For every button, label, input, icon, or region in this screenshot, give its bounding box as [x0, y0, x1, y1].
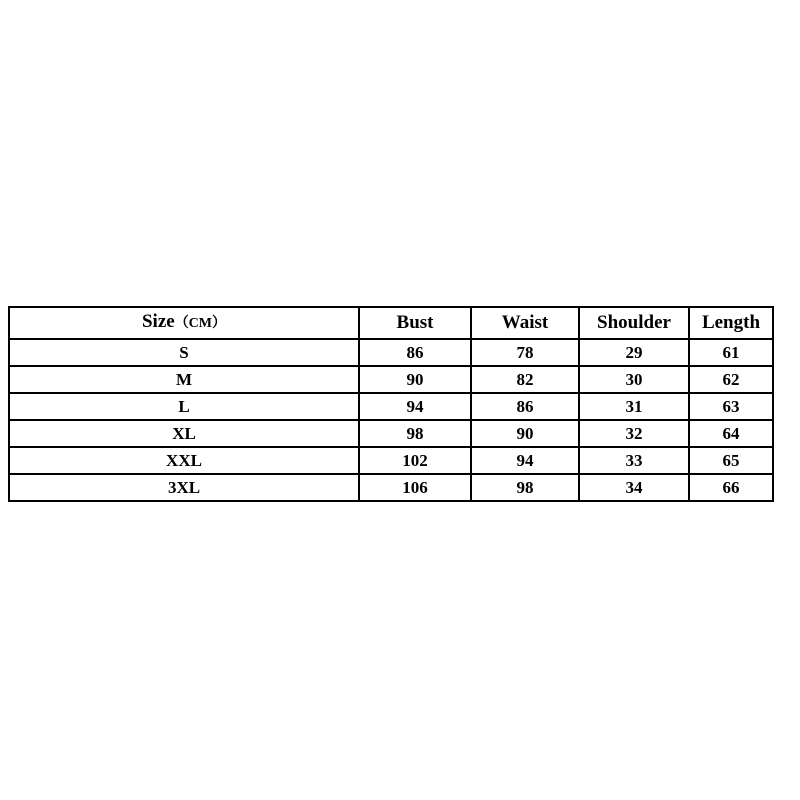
cell-length: 62: [689, 366, 773, 393]
cell-shoulder: 30: [579, 366, 689, 393]
cell-size: XXL: [9, 447, 359, 474]
table-row: [9, 420, 773, 447]
cell-waist: 86: [471, 393, 579, 420]
cell-bust: 94: [359, 393, 471, 420]
cell-shoulder: 31: [579, 393, 689, 420]
table-row: [9, 447, 773, 474]
cell-size: M: [9, 366, 359, 393]
cell-shoulder: 29: [579, 339, 689, 366]
table-row: [9, 393, 773, 420]
cell-bust: 98: [359, 420, 471, 447]
cell-shoulder: 33: [579, 447, 689, 474]
cell-length: 66: [689, 474, 773, 501]
size-chart-table: [8, 306, 774, 502]
column-header-length: Length: [689, 307, 773, 339]
cell-bust: 102: [359, 447, 471, 474]
cell-bust: 90: [359, 366, 471, 393]
column-header-shoulder: Shoulder: [579, 307, 689, 339]
cell-length: 61: [689, 339, 773, 366]
column-header-waist: Waist: [471, 307, 579, 339]
size-chart: [8, 306, 772, 502]
table-header-row: [9, 307, 773, 339]
column-header-size-unit: （CM）: [174, 316, 227, 331]
table-row: [9, 339, 773, 366]
cell-waist: 94: [471, 447, 579, 474]
cell-bust: 106: [359, 474, 471, 501]
column-header-size-text: Size: [141, 311, 175, 332]
table-row: [9, 366, 773, 393]
cell-waist: 82: [471, 366, 579, 393]
cell-size: XL: [9, 420, 359, 447]
cell-length: 63: [689, 393, 773, 420]
cell-shoulder: 32: [579, 420, 689, 447]
cell-shoulder: 34: [579, 474, 689, 501]
cell-waist: 90: [471, 420, 579, 447]
cell-length: 65: [689, 447, 773, 474]
cell-size: 3XL: [9, 474, 359, 501]
table-row: [9, 474, 773, 501]
cell-size: S: [9, 339, 359, 366]
cell-waist: 78: [471, 339, 579, 366]
cell-bust: 86: [359, 339, 471, 366]
cell-length: 64: [689, 420, 773, 447]
cell-size: L: [9, 393, 359, 420]
column-header-size: [9, 307, 359, 339]
cell-waist: 98: [471, 474, 579, 501]
column-header-bust: Bust: [359, 307, 471, 339]
